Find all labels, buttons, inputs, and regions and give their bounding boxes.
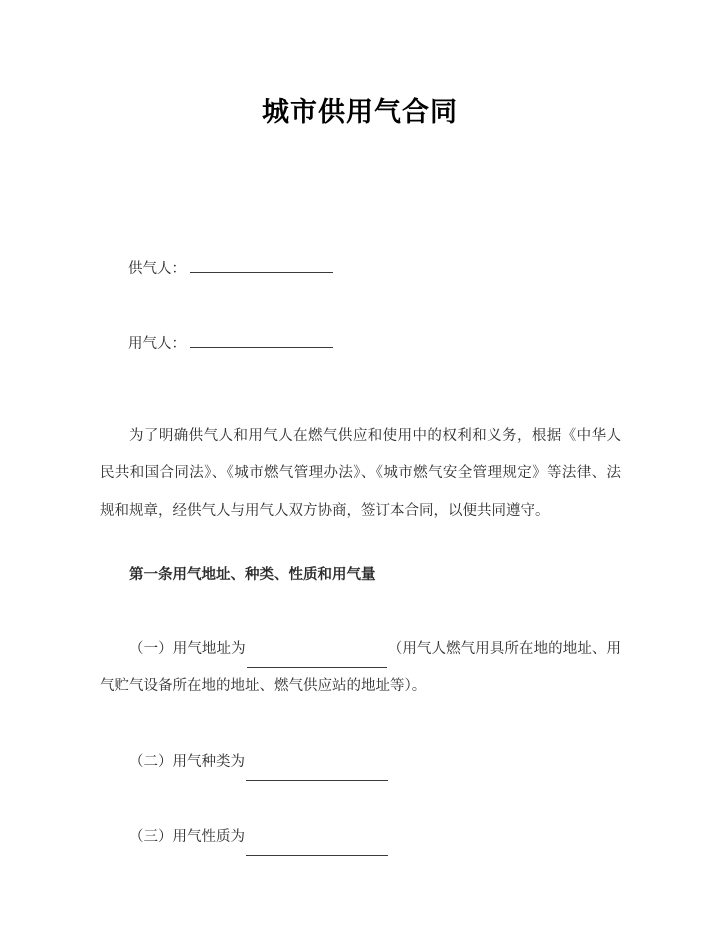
field-row-supplier	[128, 257, 333, 281]
clause-item-3	[100, 819, 621, 857]
clause-3-text-before: 用气性质为	[172, 828, 245, 845]
consumer-label: 用气人：	[128, 336, 186, 352]
consumer-input-blank[interactable]	[190, 332, 333, 348]
supplier-label: 供气人：	[128, 261, 186, 277]
preamble-paragraph: 为了明确供气人和用气人在燃气供应和使用中的权利和义务，根据《中华人民共和国合同法》、《城市燃气管理办法》、《城市燃气安全管理规定》等法律、法规和规章，经供气人与用气人双方协商，签订本合同，以便共同遵守。	[100, 427, 621, 519]
clause-1-marker: （一）	[129, 640, 173, 657]
clause-1-text-after: （用气人燃气用具所在地的地址、用气贮气设备所在地的地址、燃气供应站的地址等）。	[100, 640, 622, 694]
clause-1-input-blank[interactable]	[247, 652, 387, 668]
clause-1-text-before: 用气地址为	[172, 640, 246, 657]
field-row-consumer	[128, 332, 333, 356]
clause-3-input-blank[interactable]	[246, 840, 388, 856]
clause-item-2	[100, 744, 621, 782]
clause-2-text-before: 用气种类为	[172, 753, 245, 770]
clause-item-1	[100, 631, 621, 706]
clause-2-input-blank[interactable]	[246, 765, 388, 781]
clause-2-marker: （二）	[129, 753, 173, 770]
article-one-heading: 第一条用气地址、种类、性质和用气量	[129, 567, 376, 584]
supplier-input-blank[interactable]	[190, 257, 333, 273]
page-title: 城市供用气合同	[262, 97, 458, 129]
clause-3-marker: （三）	[129, 828, 173, 845]
